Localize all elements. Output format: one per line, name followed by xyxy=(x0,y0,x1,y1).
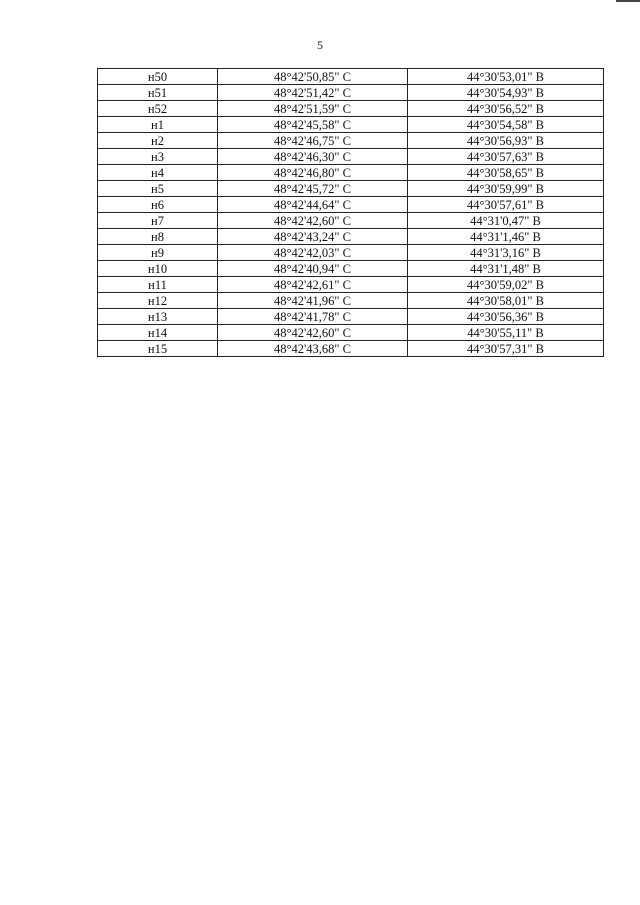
point-cell: н12 xyxy=(98,293,218,309)
longitude-cell: 44°30'56,93" В xyxy=(408,133,604,149)
point-cell: н1 xyxy=(98,117,218,133)
point-cell: н13 xyxy=(98,309,218,325)
latitude-cell: 48°42'45,72" С xyxy=(218,181,408,197)
latitude-cell: 48°42'41,78" С xyxy=(218,309,408,325)
table-row xyxy=(98,213,604,229)
table-row xyxy=(98,133,604,149)
longitude-cell: 44°30'56,52" В xyxy=(408,101,604,117)
table-row xyxy=(98,325,604,341)
point-cell: н52 xyxy=(98,101,218,117)
longitude-cell: 44°30'58,01" В xyxy=(408,293,604,309)
point-cell: н15 xyxy=(98,341,218,357)
latitude-cell: 48°42'42,03" С xyxy=(218,245,408,261)
table-row xyxy=(98,293,604,309)
latitude-cell: 48°42'43,68" С xyxy=(218,341,408,357)
latitude-cell: 48°42'45,58" С xyxy=(218,117,408,133)
point-cell: н5 xyxy=(98,181,218,197)
table-row xyxy=(98,261,604,277)
latitude-cell: 48°42'46,30" С xyxy=(218,149,408,165)
point-cell: н4 xyxy=(98,165,218,181)
coordinates-table xyxy=(97,68,604,357)
longitude-cell: 44°31'0,47" В xyxy=(408,213,604,229)
latitude-cell: 48°42'42,60" С xyxy=(218,213,408,229)
longitude-cell: 44°31'1,46" В xyxy=(408,229,604,245)
latitude-cell: 48°42'51,59" С xyxy=(218,101,408,117)
point-cell: н7 xyxy=(98,213,218,229)
table-row xyxy=(98,69,604,85)
latitude-cell: 48°42'44,64" С xyxy=(218,197,408,213)
longitude-cell: 44°31'3,16" В xyxy=(408,245,604,261)
point-cell: н2 xyxy=(98,133,218,149)
table-row xyxy=(98,85,604,101)
latitude-cell: 48°42'41,96" С xyxy=(218,293,408,309)
table-row xyxy=(98,229,604,245)
table-row xyxy=(98,197,604,213)
table-row xyxy=(98,181,604,197)
longitude-cell: 44°30'53,01" В xyxy=(408,69,604,85)
latitude-cell: 48°42'50,85" С xyxy=(218,69,408,85)
table-row xyxy=(98,309,604,325)
longitude-cell: 44°30'57,61" В xyxy=(408,197,604,213)
table-row xyxy=(98,117,604,133)
table-row xyxy=(98,341,604,357)
longitude-cell: 44°30'57,31" В xyxy=(408,341,604,357)
latitude-cell: 48°42'42,60" С xyxy=(218,325,408,341)
latitude-cell: 48°42'43,24" С xyxy=(218,229,408,245)
longitude-cell: 44°30'54,93" В xyxy=(408,85,604,101)
latitude-cell: 48°42'42,61" С xyxy=(218,277,408,293)
longitude-cell: 44°30'56,36" В xyxy=(408,309,604,325)
point-cell: н8 xyxy=(98,229,218,245)
longitude-cell: 44°30'54,58" В xyxy=(408,117,604,133)
coordinates-table-body xyxy=(98,69,604,357)
point-cell: н3 xyxy=(98,149,218,165)
latitude-cell: 48°42'40,94" С xyxy=(218,261,408,277)
point-cell: н9 xyxy=(98,245,218,261)
longitude-cell: 44°30'58,65" В xyxy=(408,165,604,181)
table-row xyxy=(98,277,604,293)
table-row xyxy=(98,149,604,165)
page-number: 5 xyxy=(317,38,323,52)
point-cell: н10 xyxy=(98,261,218,277)
table-row xyxy=(98,245,604,261)
table-row xyxy=(98,165,604,181)
point-cell: н6 xyxy=(98,197,218,213)
latitude-cell: 48°42'46,80" С xyxy=(218,165,408,181)
table-row xyxy=(98,101,604,117)
latitude-cell: 48°42'46,75" С xyxy=(218,133,408,149)
longitude-cell: 44°31'1,48" В xyxy=(408,261,604,277)
latitude-cell: 48°42'51,42" С xyxy=(218,85,408,101)
longitude-cell: 44°30'57,63" В xyxy=(408,149,604,165)
point-cell: н11 xyxy=(98,277,218,293)
longitude-cell: 44°30'59,02" В xyxy=(408,277,604,293)
point-cell: н50 xyxy=(98,69,218,85)
point-cell: н51 xyxy=(98,85,218,101)
longitude-cell: 44°30'59,99" В xyxy=(408,181,604,197)
point-cell: н14 xyxy=(98,325,218,341)
scan-corner-mark xyxy=(616,0,640,2)
longitude-cell: 44°30'55,11" В xyxy=(408,325,604,341)
